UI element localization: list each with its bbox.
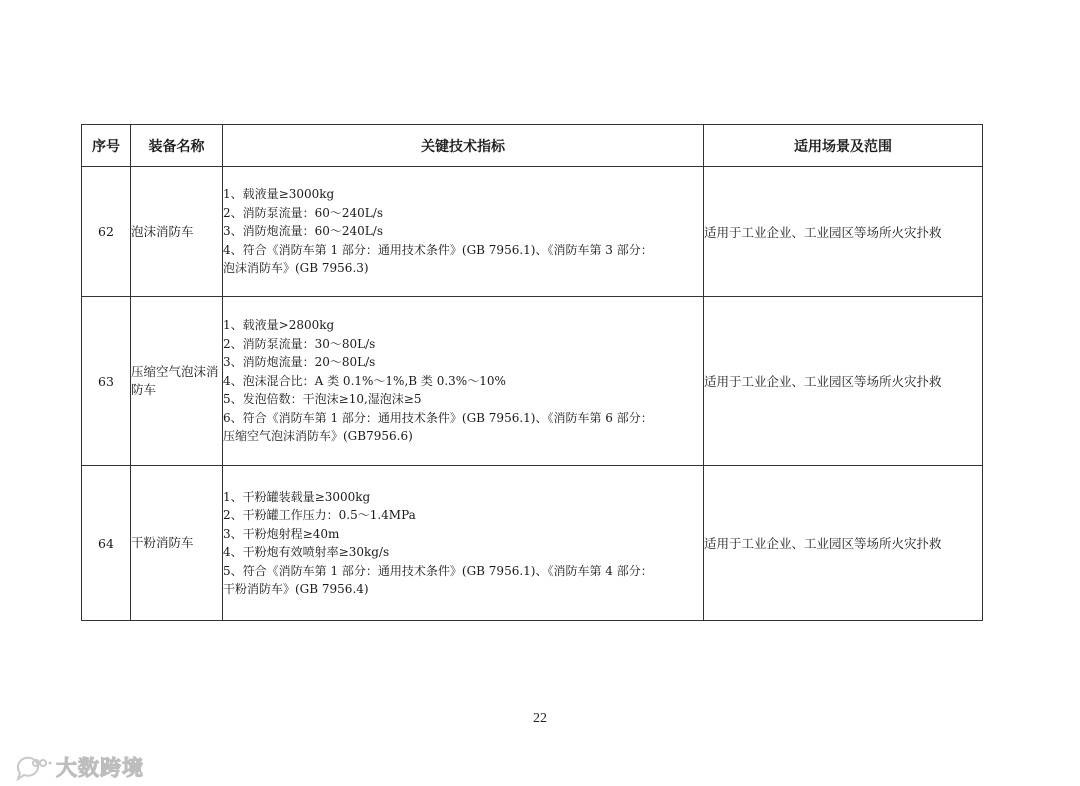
row-application-scope: 适用于工业企业、工业园区等场所火灾扑救 (704, 297, 983, 466)
equipment-spec-table (81, 124, 983, 621)
spec-line: 1、载液量>2800kg (223, 318, 335, 333)
row-serial-no: 63 (82, 297, 131, 466)
header-application-scope: 适用场景及范围 (704, 125, 983, 167)
page-number: 22 (533, 711, 547, 726)
row-application-scope: 适用于工业企业、工业园区等场所火灾扑救 (704, 466, 983, 621)
header-serial-no: 序号 (82, 125, 131, 167)
table-row (82, 297, 983, 466)
chat-bubble-logo-icon (12, 753, 52, 781)
spec-line: 1、干粉罐装载量≥3000kg (223, 489, 371, 504)
spec-line: 5、发泡倍数：干泡沫≥10,湿泡沫≥5 (223, 392, 422, 407)
spec-line: 2、干粉罐工作压力：0.5～1.4MPa (223, 508, 416, 522)
header-key-tech-specs: 关键技术指标 (223, 125, 704, 167)
spec-line: 泡沫消防车》(GB 7956.3) (223, 261, 369, 276)
spec-line: 4、符合《消防车第 1 部分：通用技术条件》(GB 7956.1)、《消防车第 3 部分： (223, 242, 653, 257)
watermark (12, 752, 144, 782)
table-row (82, 167, 983, 297)
table-row (82, 466, 983, 621)
spec-line: 压缩空气泡沫消防车》(GB7956.6) (223, 429, 413, 444)
spec-line: 2、消防泵流量：60～240L/s (223, 205, 383, 220)
row-tech-specs (223, 167, 704, 297)
row-serial-no: 64 (82, 466, 131, 621)
row-application-scope: 适用于工业企业、工业园区等场所火灾扑救 (704, 167, 983, 297)
row-tech-specs (223, 466, 704, 621)
spec-line: 3、干粉炮射程≥40m (223, 526, 340, 541)
table-header-row (82, 125, 983, 167)
row-tech-specs (223, 297, 704, 466)
header-equipment-name: 装备名称 (131, 125, 223, 167)
spec-line: 干粉消防车》(GB 7956.4) (223, 582, 369, 596)
spec-line: 6、符合《消防车第 1 部分：通用技术条件》(GB 7956.1)、《消防车第 6 部分： (223, 410, 653, 425)
spec-line: 1、载液量≥3000kg (223, 187, 335, 202)
spec-line: 2、消防泵流量：30～80L/s (223, 336, 376, 351)
row-equipment-name: 泡沫消防车 (131, 167, 223, 297)
row-serial-no: 62 (82, 167, 131, 297)
watermark-text: 大数跨境 (56, 756, 144, 780)
spec-line: 4、干粉炮有效喷射率≥30kg/s (223, 545, 390, 559)
spec-line: 5、符合《消防车第 1 部分：通用技术条件》(GB 7956.1)、《消防车第 4 部分： (223, 563, 653, 578)
spec-line: 4、泡沫混合比：A 类 0.1%～1%,B 类 0.3%～10% (223, 373, 506, 388)
row-equipment-name: 压缩空气泡沫消防车 (131, 297, 223, 466)
spec-line: 3、消防炮流量：20～80L/s (223, 355, 376, 370)
row-equipment-name: 干粉消防车 (131, 466, 223, 621)
spec-line: 3、消防炮流量：60～240L/s (223, 224, 383, 239)
